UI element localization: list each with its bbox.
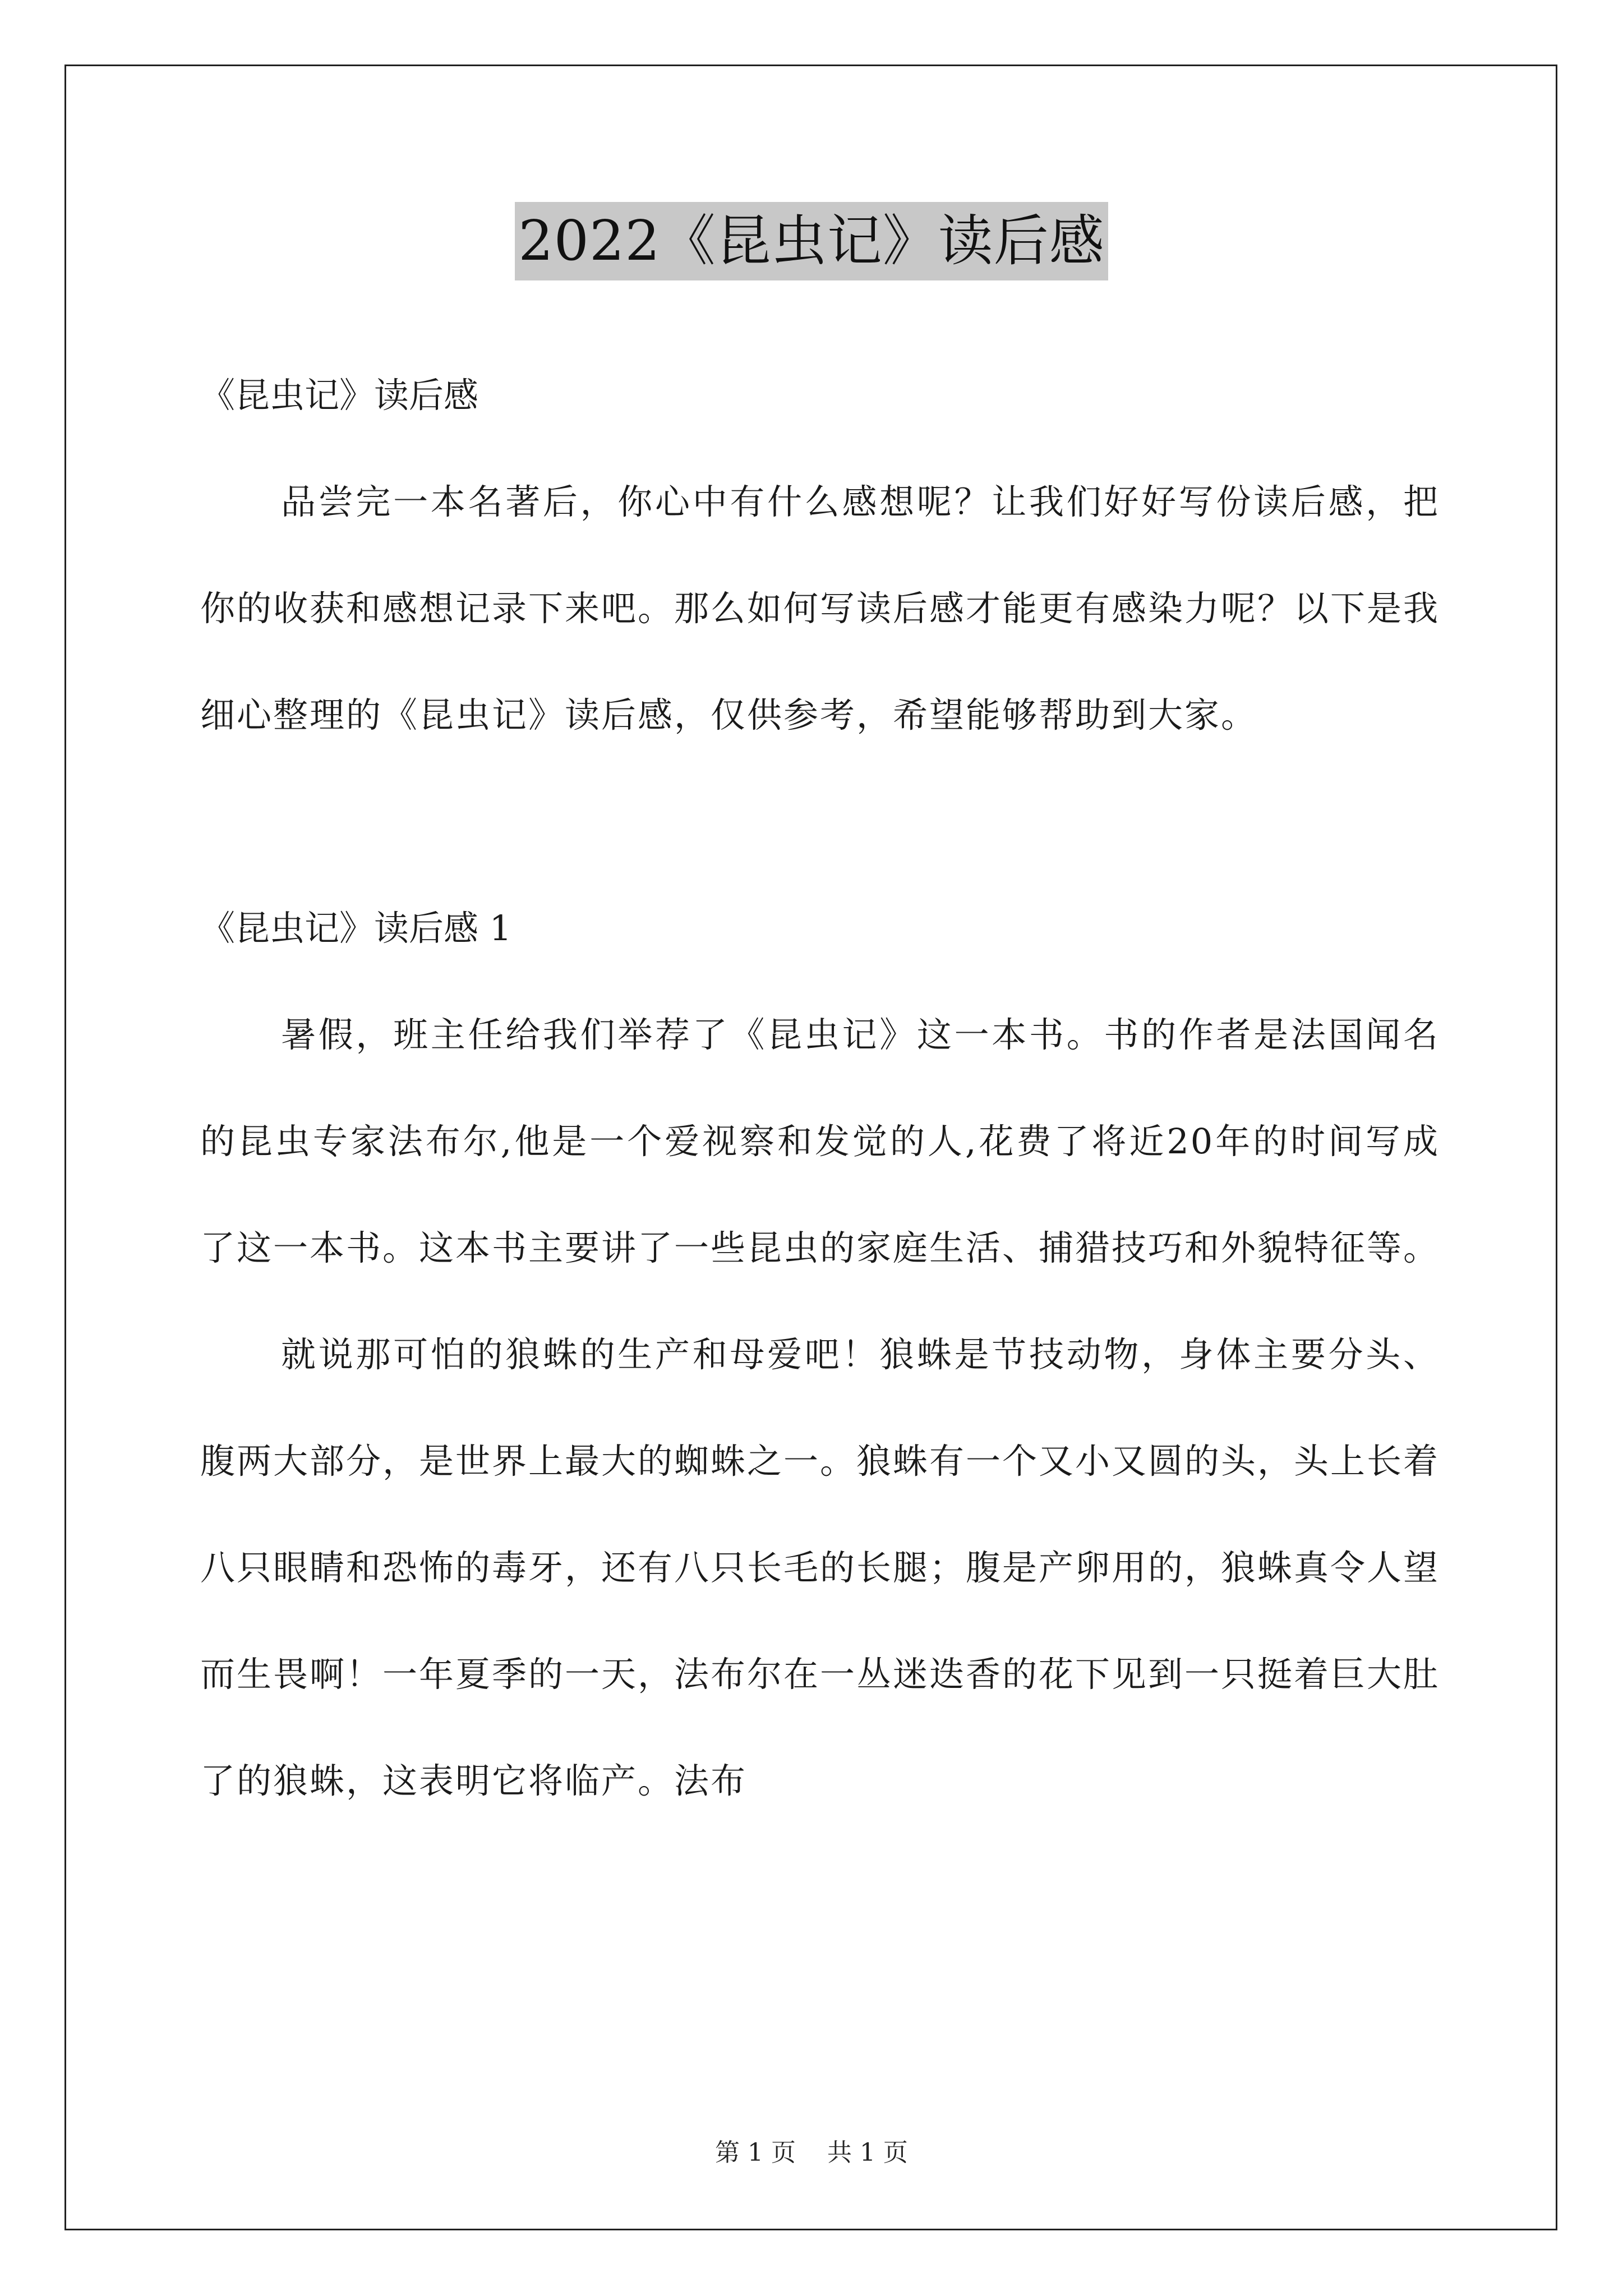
document-title: 2022《昆虫记》读后感 [515,202,1108,280]
document-body [200,342,1440,1834]
essay-1-paragraph-2: 就说那可怕的狼蛛的生产和母爱吧！狼蛛是节技动物，身体主要分头、腹两大部分，是世界上最大的蜘蛛之一。狼蛛有一个又小又圆的头，头上长着八只眼睛和恐怖的毒牙，还有八只长毛的长腿；腹是产卵用的，狼蛛真令人望而生畏啊！一年夏季的一天，法布尔在一丛迷迭香的花下见到一只挺着巨大肚了的狼蛛，这表明它将临产。法布 [200,1334,1440,1801]
page-footer: 第 1 页 共 1 页 [715,2138,908,2167]
title-container [0,202,1623,280]
intro-paragraph: 品尝完一本名著后，你心中有什么感想呢？让我们好好写份读后感，把你的收获和感想记录下来吧。那么如何写读后感才能更有感染力呢？以下是我细心整理的《昆虫记》读后感，仅供参考，希望能够帮助到大家。 [200,481,1440,735]
section-spacer [200,769,1440,875]
essay-1-heading: 《昆虫记》读后感 1 [200,908,512,949]
intro-heading: 《昆虫记》读后感 [200,375,479,416]
essay-1-paragraph-1: 暑假，班主任给我们举荐了《昆虫记》这一本书。书的作者是法国闻名的昆虫专家法布尔,他是一个爱视察和发觉的人,花费了将近20年的时间写成了这一本书。这本书主要讲了一些昆虫的家庭生活、捕猎技巧和外貌特征等。 [200,1014,1440,1268]
